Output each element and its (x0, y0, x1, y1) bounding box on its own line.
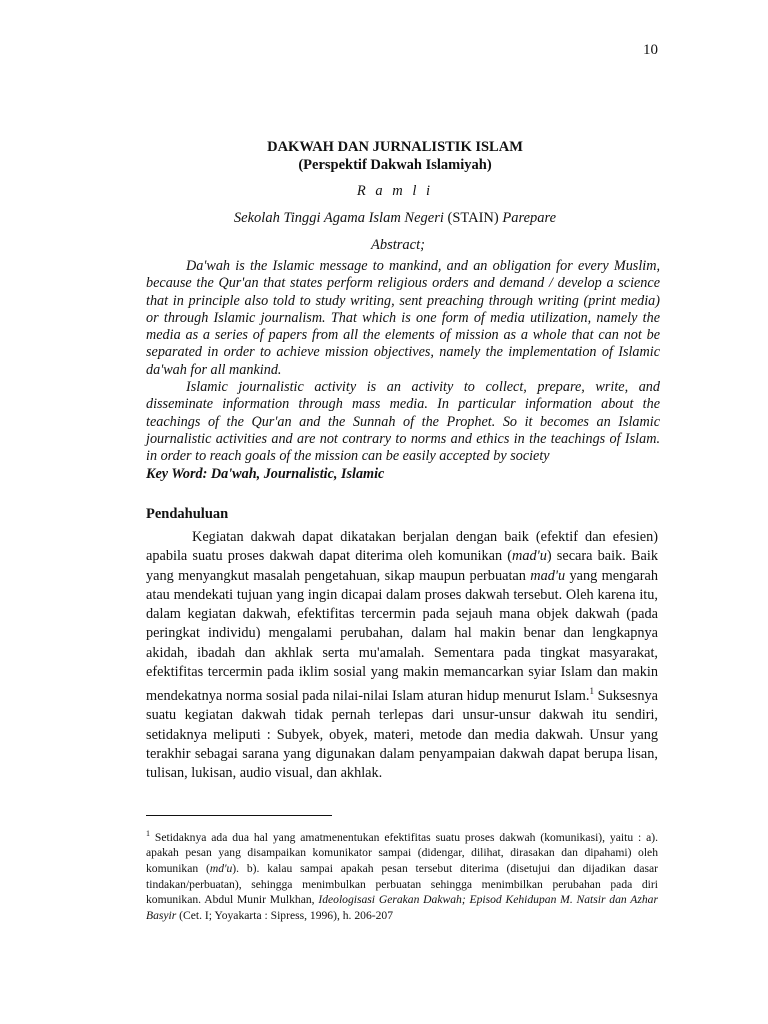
paper-title: DAKWAH DAN JURNALISTIK ISLAM (267, 139, 523, 155)
footnote-segment: ). b). kalau sampai apakah pesan tersebut diterima (disetujui dan dijadikan dasar tindakan/perbuatan), sehingga menimbulkan perbuatan sehingga menimbilkan perubahan pada diri komunikan. Abdul Munir Mulkhan, (146, 862, 658, 907)
body-text-segment: Kegiatan dakwah dapat dikatakan berjalan dengan baik (efektif dan efesien) apabila suatu proses dakwah dapat diterima oleh komunikan ( (146, 529, 658, 565)
affiliation-city: Parepare (502, 210, 557, 226)
abstract-paragraph-2: Islamic journalistic activity is an activity to collect, prepare, write, and disseminate information through mass media. In particular information about the teachings of the Qur'an and the Sunnah of the Prophet. So it becomes an Islamic journalistic activities and are not contrary to norms and ethics in the teachings of Islam. in order to reach goals of the mission can be easily accepted by society (146, 379, 660, 465)
footnote-marker: 1 (146, 829, 150, 838)
footnote-text (146, 826, 658, 923)
abstract (146, 258, 660, 466)
page-number: 10 (643, 42, 658, 58)
footnote (146, 826, 658, 923)
body-text (146, 528, 658, 784)
paper-subtitle: (Perspektif Dakwah Islamiyah) (298, 157, 492, 173)
abstract-heading: Abstract; (371, 237, 425, 253)
footnote-segment: (Cet. I; Yoyakarta : Sipress, 1996), h. 206-207 (176, 908, 394, 922)
body-text-segment: ) secara baik. Baik yang menyangkut masalah pengetahuan, sikap maupun perbuatan (146, 548, 658, 584)
abstract-paragraph-1: Da'wah is the Islamic message to mankind, and an obligation for every Muslim, because the Qur'an that states perform religious orders and demand / develop a science that in principle also told to study writing, sent preaching through writing (print media) or through Islamic journalism. That which is one form of media utilization, namely the media as a series of papers from all the elements of mission as a whole that can not be separated in order to achieve mission objectives, namely the implementation of Islamic da'wah for all mankind. (146, 258, 660, 378)
body-paragraph (146, 528, 658, 784)
paper-header (0, 138, 768, 254)
author-affiliation (22, 209, 768, 227)
author-name: R a m l i (356, 183, 434, 199)
body-term-madu: mad'u (512, 548, 547, 565)
affiliation-abbrev: (STAIN) (447, 210, 499, 226)
footnote-divider (146, 815, 332, 816)
body-term-madu: mad'u (530, 567, 566, 584)
affiliation-institution: Sekolah Tinggi Agama Islam Negeri (233, 210, 444, 226)
body-text-segment: Suksesnya suatu kegiatan dakwah tidak pernah terlepas dari unsur-unsur dakwah itu sendiri, setidaknya meliputi : Subyek, obyek, materi, metode dan media dakwah. Unsur yang terakhir sebagai sarana yang digunakan dalam penyampaian dakwah dapat berupa lisan, tulisan, lukisan, audio visual, dan akhlak. (146, 688, 658, 782)
section-heading: Pendahuluan (146, 506, 229, 522)
footnote-term: md'u (209, 862, 233, 876)
body-text-segment: yang mengarah atau mendekati tujuan yang ingin dicapai dalam proses dakwah tersebut. Oleh karena itu, dalam kegiatan dakwah, efektifitas tercermin pada sejauh mana objek dakwah (pada peringkat individu) mengalami perubahan, dalam hal makin benar dan lengkapnya akidah, ibadah dan akhlak serta mu'amalah. Sementara pada tingkat masyarakat, efektifitas tercermin pada iklim sosial yang makin memancarkan syiar Islam dan makin mendekatnya norma sosial pada nilai-nilai Islam aturan hidup menurut Islam. (146, 567, 658, 705)
keywords: Key Word: Da'wah, Journalistic, Islamic (146, 466, 385, 482)
footnote-segment: Setidaknya ada dua hal yang amatmenentukan efektifitas suatu proses dakwah (komunikasi), yaitu : a). apakah pesan yang disampaikan komunikator sampai (didengar, dilihat, dirasakan dan dipahami) oleh komunikan ( (146, 830, 658, 876)
footnote-book-title: Ideologisasi Gerakan Dakwah; Episod Kehidupan M. Natsir dan Azhar Basyir (146, 893, 658, 922)
footnote-reference[interactable]: 1 (589, 686, 594, 697)
